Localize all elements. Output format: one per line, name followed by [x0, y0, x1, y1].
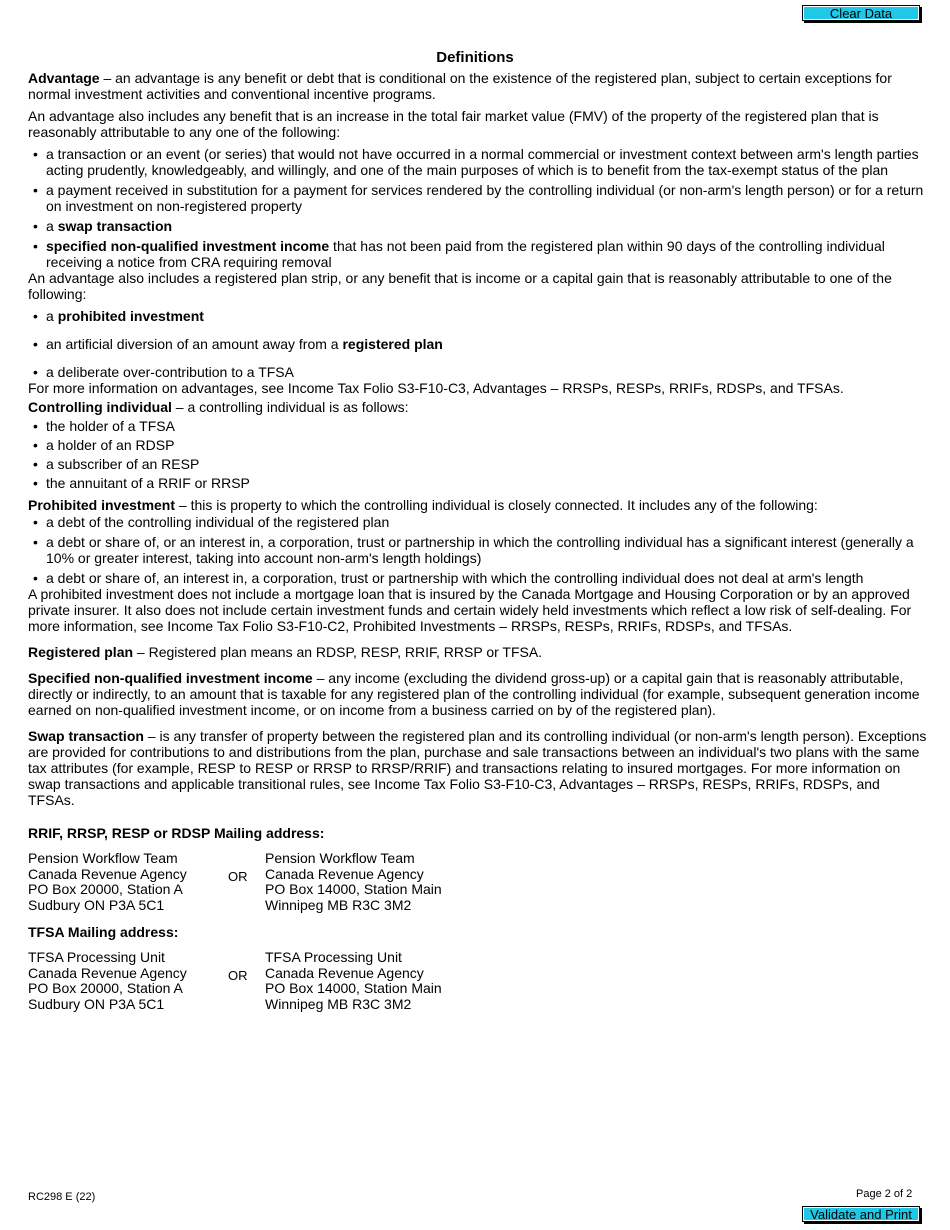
address-line: PO Box 20000, Station A	[28, 881, 183, 898]
list-item: • a debt or share of, or an interest in, a corporation, trust or partnership in which the controlling individual has a significant interest (generally a 10% or greater interest, taking into account non-arm's length holdings)	[28, 534, 928, 566]
validate-and-print-button[interactable]: Validate and Print	[802, 1206, 920, 1222]
prohibited-list	[28, 514, 928, 586]
term-controlling-individual: Controlling individual	[28, 399, 172, 415]
address-line: Canada Revenue Agency	[265, 865, 424, 882]
list-item: • a debt or share of, an interest in, a corporation, trust or partnership with which the controlling individual does not deal at arm's length	[28, 570, 928, 586]
term-swap-transaction-heading: Swap transaction	[28, 728, 144, 744]
page-title: Definitions	[436, 49, 514, 66]
swap-transaction-definition	[28, 728, 928, 808]
address-line: TFSA Processing Unit	[265, 949, 402, 965]
list-item: • a subscriber of an RESP	[28, 456, 928, 472]
or-label: OR	[228, 968, 248, 983]
term-prohibited-investment-heading: Prohibited investment	[28, 497, 176, 513]
address-line: Sudbury ON P3A 5C1	[28, 896, 165, 913]
rrif-mailing-addresses	[28, 851, 928, 915]
address-line: TFSA Processing Unit	[28, 949, 165, 965]
address-line: Sudbury ON P3A 5C1	[28, 995, 165, 1012]
advantage-list-1	[28, 146, 928, 270]
sudbury-address	[28, 950, 187, 1012]
list-item: • a holder of an RDSP	[28, 437, 928, 453]
rrif-mailing-heading	[28, 825, 928, 841]
address-line: Canada Revenue Agency	[265, 964, 424, 981]
advantage-definition	[28, 70, 928, 102]
tfsa-mailing-heading	[28, 924, 928, 940]
tfsa-mailing-addresses	[28, 950, 928, 1014]
address-line: Canada Revenue Agency	[28, 964, 187, 981]
list-item	[28, 238, 928, 270]
list-item	[28, 218, 928, 234]
list-item	[28, 308, 928, 324]
advantage-paragraph-3: An advantage also includes a registered plan strip, or any benefit that is income or a capital gain that is reasonably attributable to one of the following:	[28, 270, 892, 302]
address-line: Pension Workflow Team	[28, 850, 178, 866]
rrif-mailing-heading-text: RRIF, RRSP, RESP or RDSP Mailing address:	[28, 825, 325, 841]
term-advantage: Advantage	[28, 70, 100, 86]
prohibited-exclusions: A prohibited investment does not include a mortgage loan that is insured by the Canada Mortgage and Housing Corporation or by an approved private insurer. It also does not include certain investment funds and certain widely held investments which reflect a low risk of self-dealing. For more information, see Income Tax Folio S3-F10-C2, Prohibited Investments – RRSPs, RESPs, RRIFs, RDSPs, and TFSAs.	[28, 586, 912, 634]
term-swap-transaction: swap transaction	[57, 218, 173, 234]
address-line: Winnipeg MB R3C 3M2	[265, 896, 412, 913]
winnipeg-address	[265, 950, 442, 1012]
list-item: • a payment received in substitution for a payment for services rendered by the controlling individual (or non-arm's length person) or for a return on investment on non-registered property	[28, 182, 928, 214]
prohibited-text: – this is property to which the controlling individual is closely connected. It includes any of the following:	[175, 497, 818, 513]
tfsa-mailing-heading-text: TFSA Mailing address:	[28, 924, 179, 940]
list-item-text: an artificial diversion of an amount away from a	[46, 336, 343, 352]
advantage-list-2	[28, 308, 928, 380]
registered-plan-definition	[28, 644, 928, 660]
term-registered-plan-heading: Registered plan	[28, 644, 134, 660]
list-item: • the annuitant of a RRIF or RRSP	[28, 475, 928, 491]
list-item-text: a	[46, 308, 58, 324]
address-line: Pension Workflow Team	[265, 850, 415, 866]
address-line: PO Box 14000, Station Main	[265, 980, 442, 997]
prohibited-investment-definition	[28, 497, 928, 513]
swap-text: – is any transfer of property between the registered plan and its controlling individual (or non-arm's length person). Exceptions are provided for contributions to and distributions from the plan, purchase and sale transactions between an individual's two plans with the same tax attributes (for example, RESP to RESP or RRSP to RRSP/RRIF) and transactions relating to insured mortgages. For more information on swap transactions and applicable transitional rules, see Income Tax Folio S3-F10-C3, Advantages – RRSPs, RESPs, RRIFs, RDSPs, and TFSAs.	[28, 728, 927, 808]
list-item: • a transaction or an event (or series) that would not have occurred in a normal commercial or investment context between arm's length parties acting prudently, knowledgeably, and willingly, and one of the main purposes of which is to benefit from the tax-exempt status of the plan	[28, 146, 928, 178]
or-label: OR	[228, 869, 248, 884]
controlling-list	[28, 418, 928, 491]
sudbury-address	[28, 851, 187, 913]
term-specified-income-heading: Specified non-qualified investment income	[28, 670, 313, 686]
term-registered-plan: registered plan	[342, 336, 443, 352]
term-specified-income: specified non-qualified investment income	[46, 238, 330, 254]
address-line: PO Box 14000, Station Main	[265, 881, 442, 898]
list-item	[28, 336, 928, 352]
list-item-text: a	[46, 218, 58, 234]
specified-text: – any income (excluding the dividend gross-up) or a capital gain that is reasonably attributable, directly or indirectly, to an amount that is taxable for any registered plan of the controlling individual (for example, subsequent generation income earned on non-qualified investment income, or on income from a business carried on by of the registered plan).	[28, 670, 920, 718]
term-prohibited-investment: prohibited investment	[57, 308, 204, 324]
list-item: • a debt of the controlling individual of the registered plan	[28, 514, 928, 530]
list-item-text: that has not been paid from the registered plan within 90 days of the controlling individual receiving a notice from CRA requiring removal	[46, 238, 885, 270]
registered-text: – Registered plan means an RDSP, RESP, RRIF, RRSP or TFSA.	[133, 644, 543, 660]
list-item: • a deliberate over-contribution to a TFSA	[28, 364, 928, 380]
controlling-text: – a controlling individual is as follows:	[171, 399, 409, 415]
specified-income-definition	[28, 670, 928, 718]
controlling-individual-definition	[28, 399, 928, 415]
advantage-paragraph-2: An advantage also includes any benefit that is an increase in the total fair market value (FMV) of the property of the registered plan that is reasonably attributable to any one of the following:	[28, 108, 879, 140]
winnipeg-address	[265, 851, 442, 913]
advantage-more-info: For more information on advantages, see Income Tax Folio S3-F10-C3, Advantages – RRSPs, RESPs, RRIFs, RDSPs, and TFSAs.	[28, 380, 844, 396]
advantage-text: – an advantage is any benefit or debt that is conditional on the existence of the registered plan, subject to certain exceptions for normal investment activities and conventional incentive programs.	[28, 70, 892, 102]
address-line: Winnipeg MB R3C 3M2	[265, 995, 412, 1012]
address-line: PO Box 20000, Station A	[28, 980, 183, 997]
clear-data-button[interactable]: Clear Data	[802, 5, 920, 21]
definitions-body	[28, 70, 928, 1014]
form-id: RC298 E (22)	[28, 1191, 96, 1203]
list-item: • the holder of a TFSA	[28, 418, 928, 434]
address-line: Canada Revenue Agency	[28, 865, 187, 882]
page-number: Page 2 of 2	[856, 1188, 913, 1200]
